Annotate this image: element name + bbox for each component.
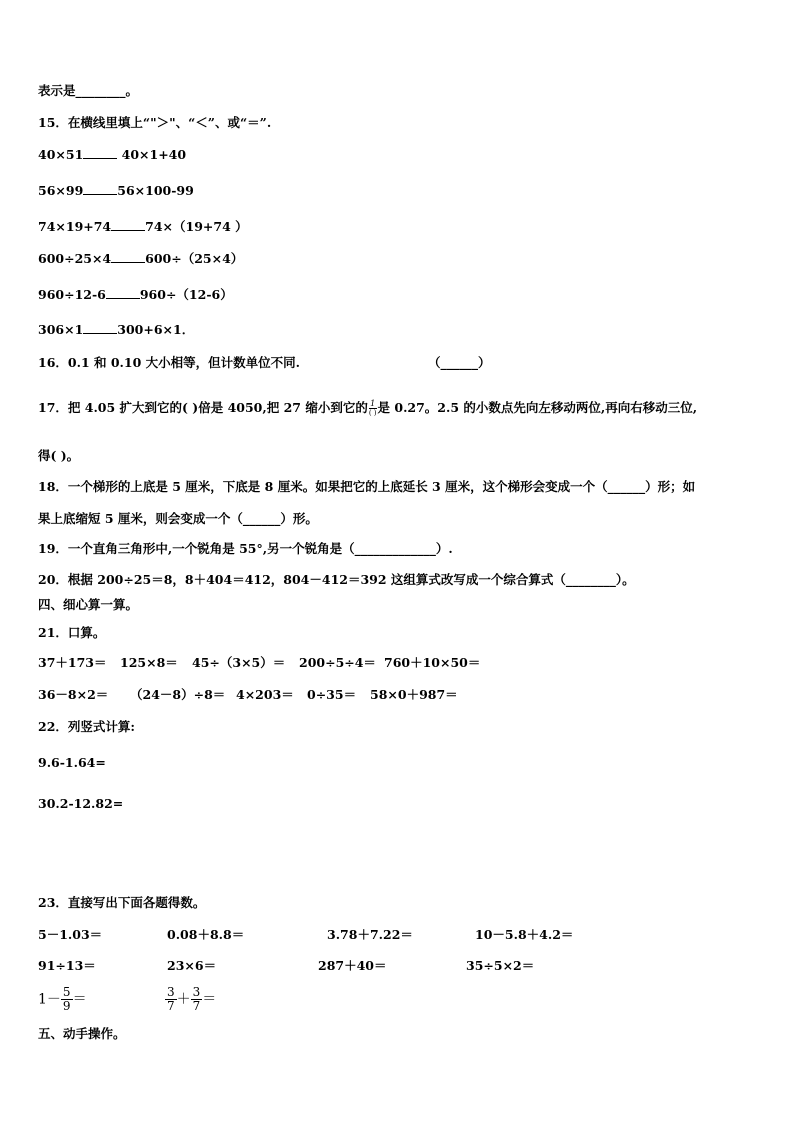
answer-blank[interactable] (111, 251, 145, 263)
q17-part1: 17．把 4.05 扩大到它的( )倍是 4050,把 27 缩小到它的 (38, 400, 368, 415)
q23-r2-c2: 23×6＝ (167, 958, 217, 973)
q16-text: 16．0.1 和 0.10 大小相等，但计数单位不同. (38, 355, 300, 370)
q23-r1-c1: 5－1.03＝ (38, 927, 103, 942)
fraction (191, 986, 203, 1013)
fraction-numerator: 3 (167, 985, 175, 999)
q21-r2-c4: 0÷35＝ (307, 687, 357, 702)
q22-title: 22．列竖式计算: (38, 719, 136, 734)
q17-line1 (38, 400, 697, 417)
q15-item-right: 960÷（12-6） (139, 287, 233, 302)
answer-blank[interactable] (111, 219, 145, 231)
fraction (61, 986, 73, 1013)
q19-text: 19．一个直角三角形中,一个锐角是 55°,另一个锐角是（_____________）. (38, 541, 453, 556)
q21-title: 21．口算。 (38, 625, 106, 640)
q15-item-left: 56×99 (38, 183, 84, 198)
section-5-heading: 五、动手操作。 (38, 1026, 126, 1041)
q15-item-2 (38, 183, 194, 199)
frac-equals: ＝ (202, 991, 217, 1008)
q18-line1: 18．一个梯形的上底是 5 厘米，下底是 8 厘米。如果把它的上底延长 3 厘米，这个梯形会变成一个（______）形；如 (38, 479, 696, 494)
q17-line2: 得( )。 (38, 448, 80, 463)
fraction-denominator: 9 (62, 999, 71, 1013)
q14-tail: 表示是________。 (38, 83, 139, 98)
q15-item-3 (38, 219, 248, 235)
fraction-numerator: 5 (62, 985, 71, 999)
fraction-denominator: 7 (192, 999, 201, 1013)
q17-fraction (369, 400, 377, 417)
fraction-numerator: 3 (192, 985, 201, 999)
q15-item-left: 600÷25×4 (38, 251, 112, 266)
q16-answer-blank[interactable]: （______） (428, 355, 491, 370)
q17-part2: 是 0.27。2.5 的小数点先向左移动两位,再向右移动三位, (377, 400, 698, 415)
section-4-heading: 四、细心算一算。 (38, 597, 139, 612)
answer-blank[interactable] (83, 147, 117, 159)
frac-equals: ＝ (72, 991, 87, 1008)
q20-text: 20．根据 200÷25＝8，8＋404＝412，804－412＝392 这组算式改写成一个综合算式（________）。 (38, 572, 635, 587)
q15-item-1 (38, 147, 186, 163)
q15-item-left: 40×51 (38, 147, 84, 162)
q23-r2-c4: 35÷5×2＝ (466, 958, 535, 973)
q15-item-4 (38, 251, 243, 267)
q23-fraction-expr-1 (38, 986, 87, 1013)
q23-r1-c2: 0.08＋8.8＝ (167, 927, 245, 942)
q21-r1-c4: 200÷5÷4＝ (299, 655, 376, 670)
q21-r1-c1: 37＋173＝ (38, 655, 107, 670)
q15-item-left: 306×1 (38, 322, 84, 337)
fraction (165, 986, 177, 1013)
q23-r1-c4: 10－5.8＋4.2＝ (475, 927, 574, 942)
answer-blank[interactable] (83, 322, 117, 334)
q18-line2: 果上底缩短 5 厘米，则会变成一个（______）形。 (38, 511, 318, 526)
q23-r2-c3: 287＋40＝ (318, 958, 387, 973)
q21-r2-c1: 36－8×2＝ (38, 687, 109, 702)
q15-title: 15．在横线里填上“"＞"、“＜”、或“＝”. (38, 115, 272, 130)
q21-r1-c2: 125×8＝ (120, 655, 178, 670)
frac-whole: 1 (38, 991, 47, 1008)
q21-r2-c3: 4×203＝ (236, 687, 294, 702)
q21-r2-c2: （24－8）÷8＝ (130, 687, 226, 702)
q15-item-6 (38, 322, 194, 338)
q15-item-left: 74×19+74 (38, 219, 112, 234)
q15-item-right: 56×100-99 (117, 183, 194, 198)
fraction-denominator: 7 (167, 999, 175, 1013)
q21-r1-c3: 45÷（3×5）＝ (192, 655, 286, 670)
frac-operator: － (46, 991, 61, 1008)
q15-item-left: 960÷12-6 (38, 287, 106, 302)
q21-r2-c5: 58×0＋987＝ (370, 687, 458, 702)
q23-r1-c3: 3.78＋7.22＝ (327, 927, 413, 942)
q23-title: 23．直接写出下面各题得数。 (38, 895, 206, 910)
answer-blank[interactable] (106, 287, 140, 299)
answer-blank[interactable] (83, 183, 117, 195)
q15-item-right: 74×（19+74 ） (145, 219, 248, 234)
q23-r2-c1: 91÷13＝ (38, 958, 96, 973)
frac-operator: ＋ (176, 991, 191, 1008)
q15-item-right: 600÷（25×4） (145, 251, 244, 266)
fraction-denominator: ( ) (368, 409, 377, 417)
fraction-numerator: 1 (370, 399, 376, 408)
q21-r1-c5: 760＋10×50＝ (384, 655, 481, 670)
q22-item-1: 9.6-1.64= (38, 755, 106, 770)
q15-item-right: 40×1+40 (121, 147, 187, 162)
q22-item-2: 30.2-12.82= (38, 796, 124, 811)
q15-item-5 (38, 287, 233, 303)
q15-item-right: 300+6×1． (117, 322, 195, 337)
q23-fraction-expr-2 (165, 986, 216, 1013)
